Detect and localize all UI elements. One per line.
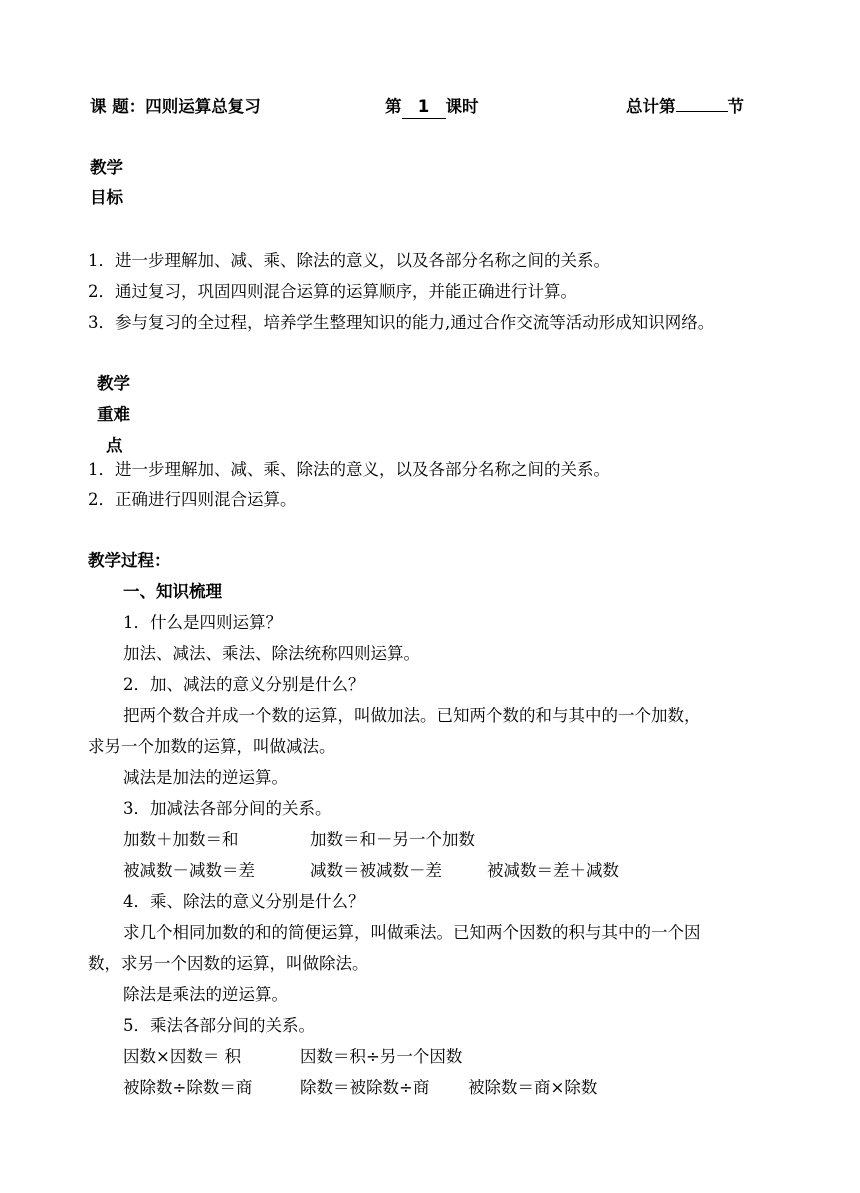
question: 4．乘、除法的意义分别是什么？	[123, 892, 365, 911]
answer: 减法是加法的逆运算。	[123, 768, 288, 787]
question: 5．乘法各部分间的关系。	[123, 1016, 315, 1035]
topic-label: 课 题：	[90, 97, 146, 116]
question: 3．加减法各部分间的关系。	[123, 799, 332, 818]
lesson-suffix: 课时	[445, 97, 479, 116]
objective-item: 1．进一步理解加、减、乘、除法的意义，以及各部分名称之间的关系。	[88, 251, 610, 270]
objective-item: 2．通过复习，巩固四则混合运算的运算顺序，并能正确进行计算。	[88, 282, 577, 301]
formula: 被减数＝差＋减数	[487, 861, 619, 880]
process-title: 教学过程：	[88, 551, 171, 570]
formula: 加数＝和－另一个加数	[310, 830, 475, 849]
total-number-blank	[676, 111, 728, 112]
lesson-prefix: 第	[385, 97, 402, 116]
answer: 除法是乘法的逆运算。	[123, 985, 288, 1004]
formula: 因数＝积÷另一个因数	[300, 1047, 463, 1066]
question: 1．什么是四则运算？	[123, 613, 282, 632]
formula: 加数＋加数＝和	[123, 830, 239, 849]
section-heading: 一、知识梳理	[123, 582, 222, 601]
formula: 被减数－减数＝差	[123, 861, 255, 880]
lesson-number-blank: 1	[402, 96, 446, 119]
total-suffix: 节	[727, 97, 744, 116]
objectives-label-2: 目标	[90, 188, 123, 207]
formula: 被除数÷除数＝商	[123, 1078, 253, 1097]
topic-title: 四则运算总复习	[145, 97, 261, 116]
answer: 数，求另一个因数的运算，叫做除法。	[88, 954, 369, 973]
total-number	[626, 96, 744, 118]
formula: 减数＝被减数－差	[310, 861, 442, 880]
keypoint-item: 1．进一步理解加、减、乘、除法的意义，以及各部分名称之间的关系。	[88, 460, 610, 479]
objective-item: 3．参与复习的全过程，培养学生整理知识的能力,通过合作交流等活动形成知识网络。	[88, 313, 715, 332]
answer: 求另一个加数的运算，叫做减法。	[88, 737, 336, 756]
keypoints-label-2: 重难	[97, 405, 130, 424]
keypoints-label-3: 点	[106, 436, 123, 455]
keypoints-label-1: 教学	[97, 374, 130, 393]
answer: 加法、减法、乘法、除法统称四则运算。	[123, 644, 420, 663]
formula: 因数×因数＝ 积	[123, 1047, 242, 1066]
keypoint-item: 2．正确进行四则混合运算。	[88, 490, 297, 509]
formula: 被除数＝商×除数	[468, 1078, 598, 1097]
topic-line	[90, 96, 261, 118]
answer: 把两个数合并成一个数的运算，叫做加法。已知两个数的和与其中的一个加数，	[123, 706, 701, 725]
objectives-label-1: 教学	[90, 158, 123, 177]
question: 2．加、减法的意义分别是什么？	[123, 675, 365, 694]
lesson-number	[385, 96, 479, 119]
formula: 除数＝被除数÷商	[300, 1078, 430, 1097]
answer: 求几个相同加数的和的简便运算，叫做乘法。已知两个因数的积与其中的一个因	[123, 923, 701, 942]
total-prefix: 总计第	[626, 97, 676, 116]
